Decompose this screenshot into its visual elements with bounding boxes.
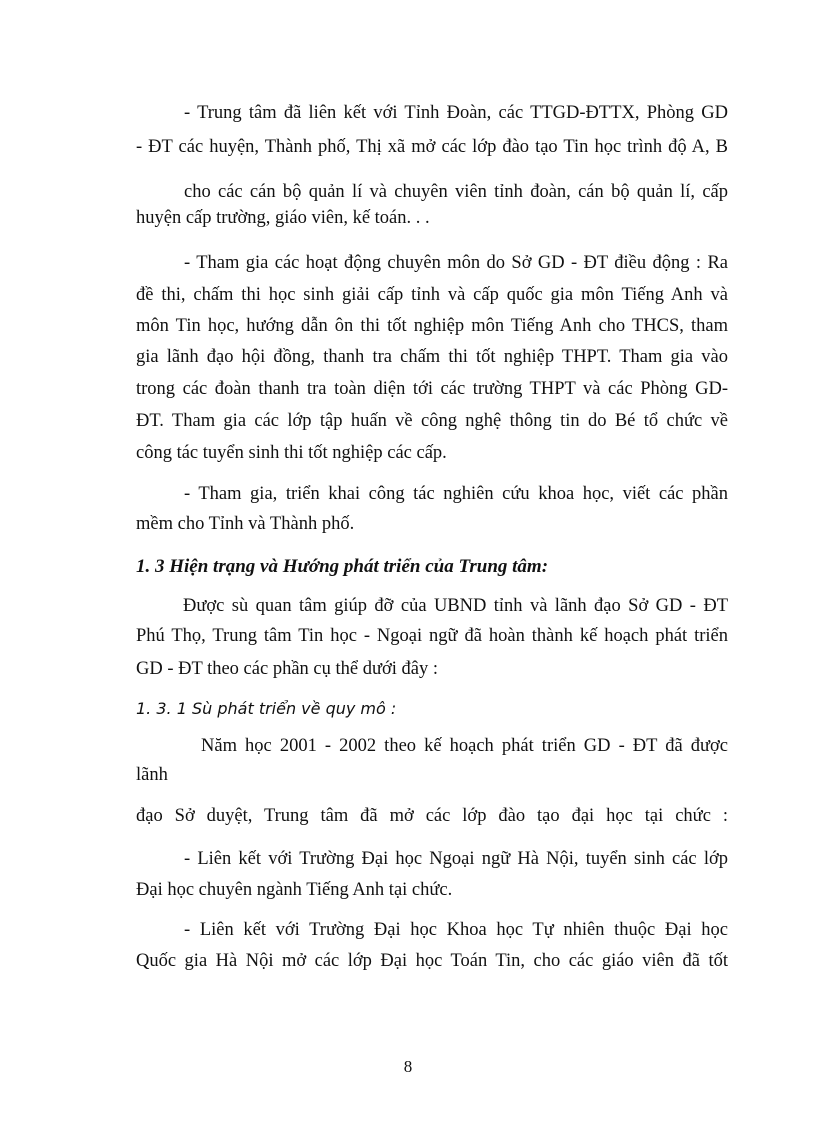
text-line: - Trung tâm đã liên kết với Tỉnh Đoàn, các TTGD-ĐTTX, Phòng GD [184, 103, 728, 123]
subsection-heading: 1. 3. 1 Sù phát triển về quy mô : [136, 699, 397, 718]
text-line: Phú Thọ, Trung tâm Tin học - Ngoại ngữ đã hoàn thành kế hoạch phát triển [136, 626, 728, 646]
text-line: cho các cán bộ quản lí và chuyên viên tỉnh đoàn, cán bộ quản lí, cấp [184, 182, 728, 202]
text-line: - Tham gia, triển khai công tác nghiên cứu khoa học, viết các phần [184, 484, 728, 504]
text-line: huyện cấp trường, giáo viên, kế toán. . . [136, 208, 430, 228]
text-line: Năm học 2001 - 2002 theo kế hoạch phát triển GD - ĐT đã được [201, 736, 728, 756]
text-line: Đại học chuyên ngành Tiếng Anh tại chức. [136, 880, 453, 900]
text-line: đạo Sở duyệt, Trung tâm đã mở các lớp đào tạo đại học tại chức : [136, 806, 728, 826]
section-heading: 1. 3 Hiện trạng và Hướng phát triển của Trung tâm: [136, 556, 549, 577]
text-line: - Liên kết với Trường Đại học Ngoại ngữ Hà Nội, tuyển sinh các lớp [184, 849, 728, 869]
text-line: ĐT. Tham gia các lớp tập huấn về công nghệ thông tin do Bé tổ chức về [136, 411, 728, 431]
text-line: - ĐT các huyện, Thành phố, Thị xã mở các lớp đào tạo Tin học trình độ A, B [136, 137, 728, 157]
text-line: trong các đoàn thanh tra toàn diện tới các trường THPT và các Phòng GD- [136, 379, 728, 399]
text-line: đề thi, chấm thi học sinh giải cấp tỉnh và cấp quốc gia môn Tiếng Anh và [136, 285, 728, 305]
text-line: - Liên kết với Trường Đại học Khoa học Tự nhiên thuộc Đại học [184, 920, 728, 940]
text-line: lãnh [136, 765, 168, 785]
text-line: công tác tuyển sinh thi tốt nghiệp các cấp. [136, 443, 447, 463]
text-line: - Tham gia các hoạt động chuyên môn do Sở GD - ĐT điều động : Ra [184, 253, 728, 273]
text-line: gia lãnh đạo hội đồng, thanh tra chấm thi tốt nghiệp THPT. Tham gia vào [136, 347, 728, 367]
text-line: Được sù quan tâm giúp đỡ của UBND tỉnh và lãnh đạo Sở GD - ĐT [183, 596, 728, 616]
text-line: GD - ĐT theo các phần cụ thể dưới đây : [136, 659, 439, 679]
text-line: môn Tin học, hướng dẫn ôn thi tốt nghiệp môn Tiếng Anh cho THCS, tham [136, 316, 728, 336]
text-line: mềm cho Tỉnh và Thành phố. [136, 514, 355, 534]
page-number: 8 [403, 1057, 413, 1076]
text-line: Quốc gia Hà Nội mở các lớp Đại học Toán Tin, cho các giáo viên đã tốt [136, 951, 728, 971]
